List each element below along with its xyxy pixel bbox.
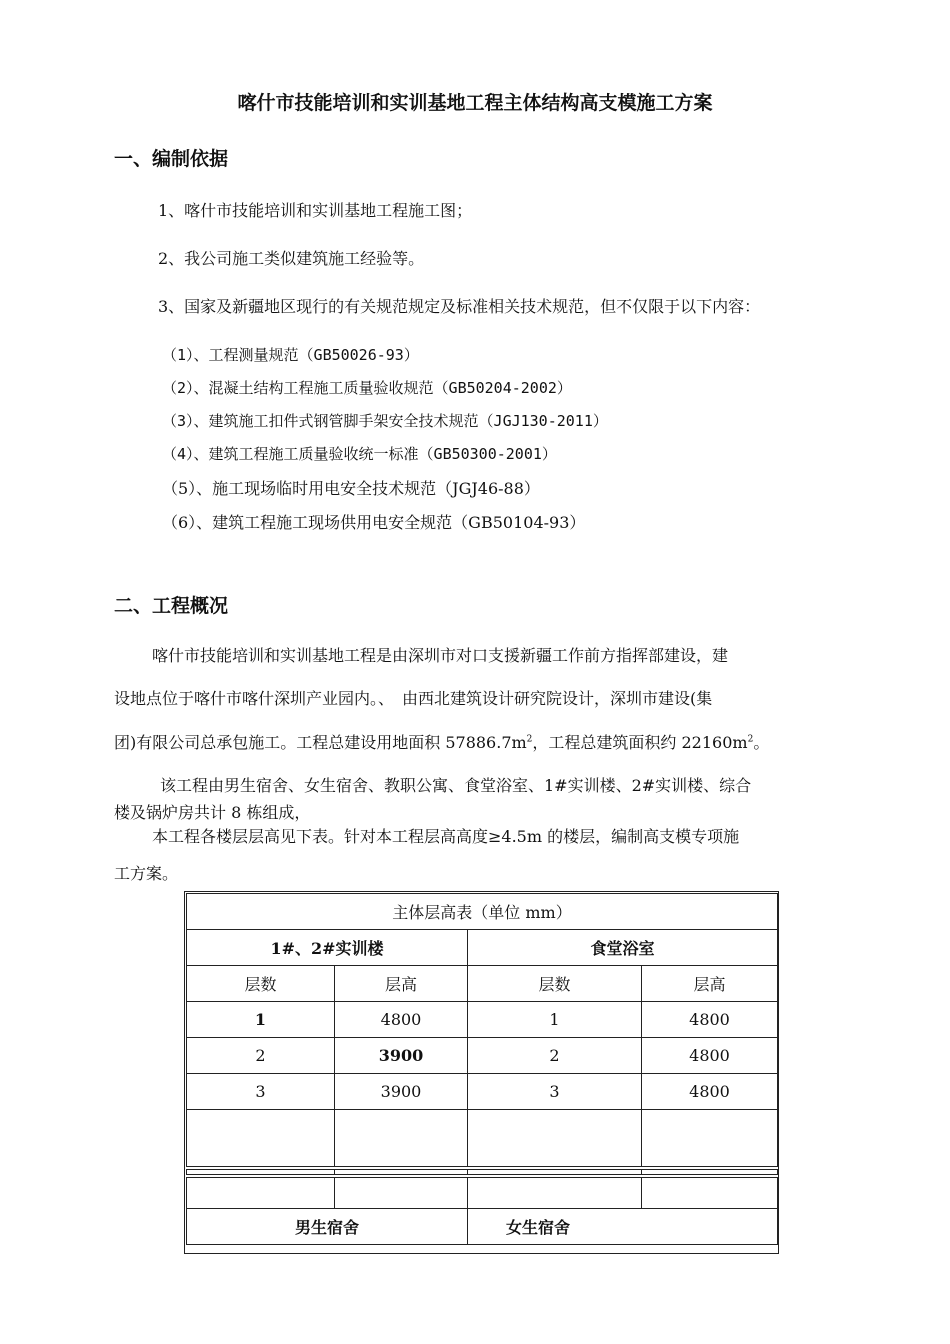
table-row <box>187 1002 778 1038</box>
floor-height-table <box>186 893 778 1245</box>
table-header-row <box>187 966 778 1002</box>
table-cell: 4800 <box>642 1074 778 1110</box>
col-header-height: 层高 <box>335 966 468 1002</box>
standard-item-1: （1）、工程测量规范（GB50026-93） <box>162 346 419 364</box>
table-footer-row <box>187 1209 778 1245</box>
table-row <box>187 1074 778 1110</box>
table-cell <box>642 1168 778 1176</box>
section-heading-overview: 二、工程概况 <box>114 595 229 617</box>
table-cell: 3 <box>468 1074 642 1110</box>
standard-item-5: （5）、施工现场临时用电安全技术规范（JGJ46-88） <box>162 479 540 498</box>
table-cell: 3900 <box>335 1038 468 1074</box>
standard-item-2: （2）、混凝土结构工程施工质量验收规范（GB50204-2002） <box>162 379 572 397</box>
section-heading-basis: 一、编制依据 <box>114 148 229 170</box>
table-cell <box>642 1176 778 1209</box>
group-header-right: 食堂浴室 <box>468 930 778 966</box>
standard-item-3: （3）、建筑施工扣件式钢管脚手架安全技术规范（JGJ130-2011） <box>162 412 608 430</box>
table-cell: 2 <box>468 1038 642 1074</box>
table-group-row <box>187 930 778 966</box>
overview-para1-line2: 设地点位于喀什市喀什深圳产业园内。、 由西北建筑设计研究院设计，深圳市建设(集 <box>114 689 713 708</box>
table-cell: 1 <box>468 1002 642 1038</box>
overview-para2-line2: 楼及锅炉房共计 8 栋组成， <box>114 803 311 822</box>
table-empty-row <box>187 1176 778 1209</box>
standard-item-6: （6）、建筑工程施工现场供用电安全规范（GB50104-93） <box>162 513 586 532</box>
table-empty-row <box>187 1110 778 1169</box>
document-title: 喀什市技能培训和实训基地工程主体结构高支模施工方案 <box>237 92 713 114</box>
table-spacer-row <box>187 1168 778 1176</box>
overview-para2-line1: 该工程由男生宿舍、女生宿舍、教职公寓、食堂浴室、1#实训楼、2#实训楼、综合 <box>160 776 752 795</box>
table-cell <box>468 1110 642 1169</box>
overview-para3-line2: 工方案。 <box>114 864 179 883</box>
col-header-height: 层高 <box>642 966 778 1002</box>
table-cell <box>187 1168 335 1176</box>
table-cell <box>468 1176 642 1209</box>
table-cell: 1 <box>187 1002 335 1038</box>
basis-item-1: 1、喀什市技能培训和实训基地工程施工图； <box>158 201 473 220</box>
table-caption: 主体层高表（单位 mm） <box>187 894 778 930</box>
table-cell <box>642 1110 778 1169</box>
overview-para1-line3: 团)有限公司总承包施工。工程总建设用地面积 $57886.7m^2$，工程总建筑面积约 $22160m^2$。 <box>114 733 770 752</box>
table-cell <box>335 1110 468 1169</box>
table-cell <box>187 1110 335 1169</box>
table-caption-row <box>187 894 778 930</box>
table-cell: 4800 <box>642 1038 778 1074</box>
table-cell <box>335 1176 468 1209</box>
basis-item-2: 2、我公司施工类似建筑施工经验等。 <box>158 249 425 268</box>
col-header-floor: 层数 <box>468 966 642 1002</box>
table-cell <box>335 1168 468 1176</box>
group-header-left: 1#、2#实训楼 <box>187 930 468 966</box>
footer-left: 男生宿舍 <box>187 1209 468 1245</box>
basis-item-3: 3、国家及新疆地区现行的有关规范规定及标准相关技术规范，但不仅限于以下内容： <box>158 297 761 316</box>
overview-para1-line1: 喀什市技能培训和实训基地工程是由深圳市对口支援新疆工作前方指挥部建设，建 <box>152 646 729 665</box>
standard-item-4: （4）、建筑工程施工质量验收统一标准（GB50300-2001） <box>162 445 557 463</box>
table-cell <box>468 1168 642 1176</box>
col-header-floor: 层数 <box>187 966 335 1002</box>
table-cell: 2 <box>187 1038 335 1074</box>
overview-para3-line1: 本工程各楼层层高见下表。针对本工程层高高度≥4.5m 的楼层，编制高支模专项施 <box>152 827 740 846</box>
table-cell: 3 <box>187 1074 335 1110</box>
table-cell: 4800 <box>335 1002 468 1038</box>
table-cell: 4800 <box>642 1002 778 1038</box>
footer-right: 女生宿舍 <box>468 1209 778 1245</box>
table-cell <box>187 1176 335 1209</box>
table-row <box>187 1038 778 1074</box>
table-cell: 3900 <box>335 1074 468 1110</box>
